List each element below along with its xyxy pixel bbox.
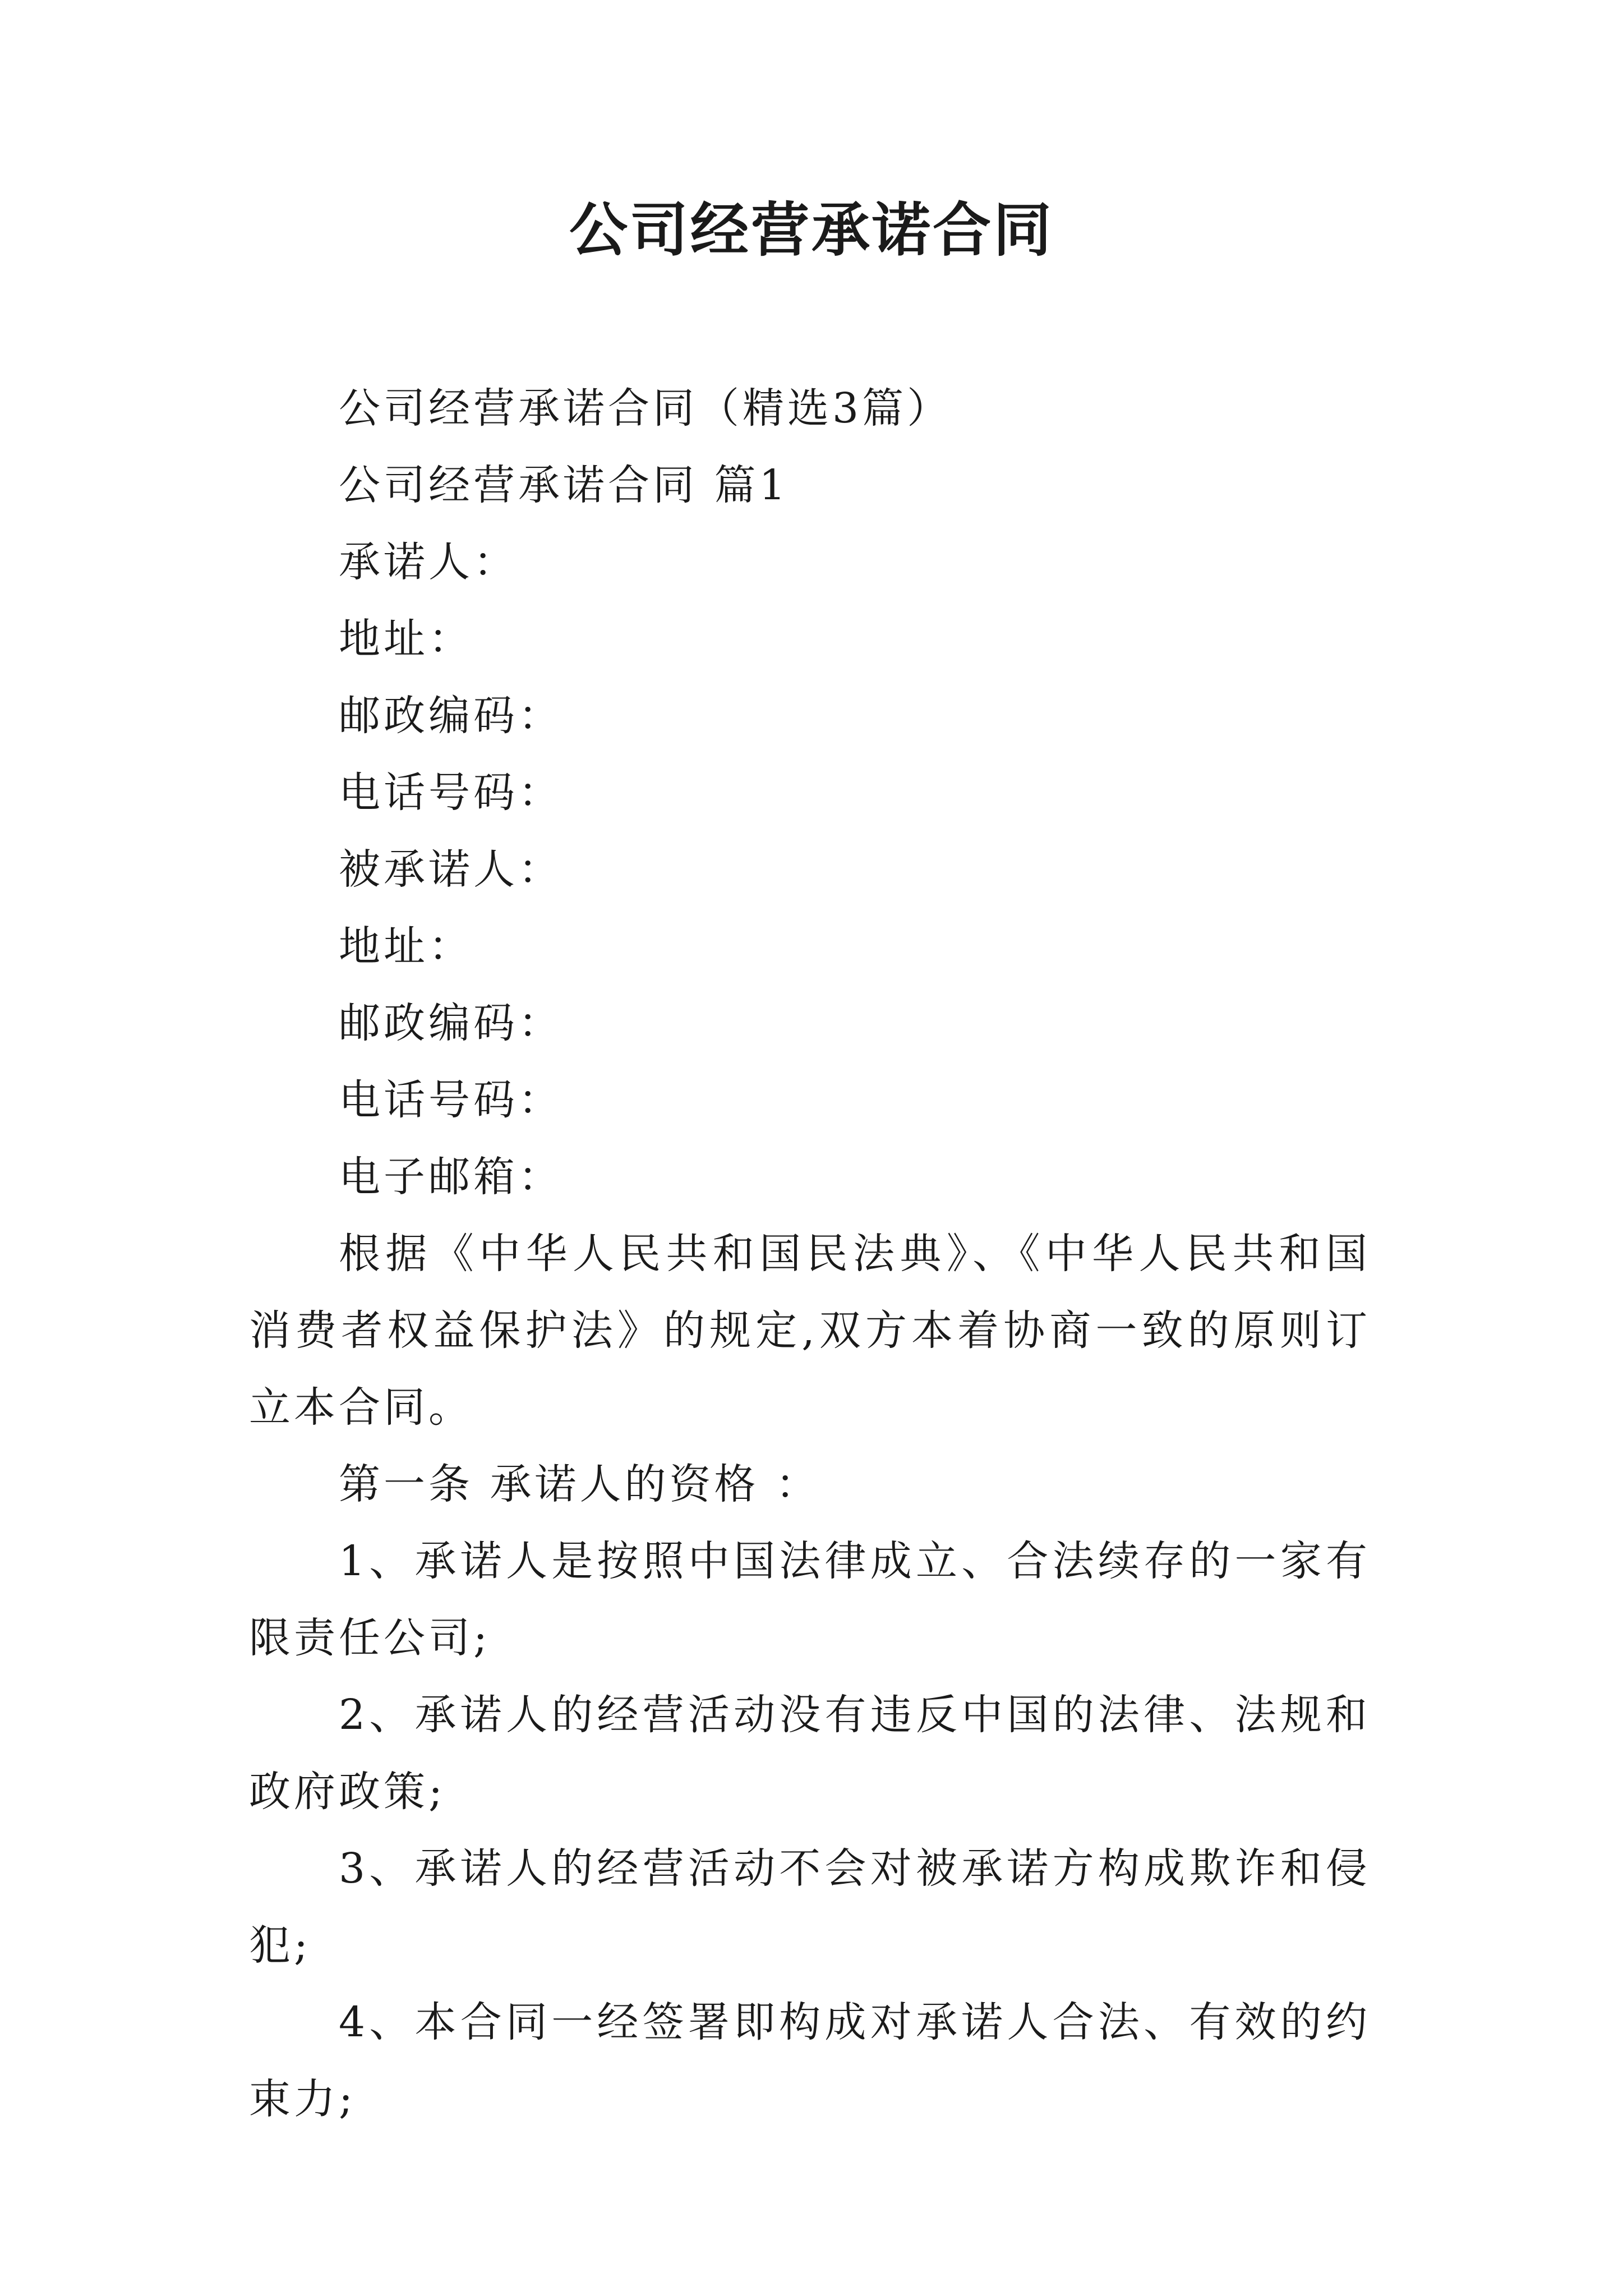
promisor-label: 承诺人： xyxy=(339,538,518,586)
promisor-postal-code-label: 邮政编码： xyxy=(339,692,563,740)
document-subtitle: 公司经营承诺合同（精选3篇） xyxy=(339,384,952,432)
promisee-phone-label: 电话号码： xyxy=(339,1076,563,1124)
promisor-phone-label: 电话号码： xyxy=(339,769,563,817)
article-1-item: 3、承诺人的经营活动不会对被承诺方构成欺诈和侵犯; xyxy=(249,1844,1371,1970)
intro-paragraph: 根据《中华人民共和国民法典》、《中华人民共和国消费者权益保护法》的规定,双方本着协商一致的原则订立本合同。 xyxy=(249,1230,1371,1432)
promisee-label: 被承诺人： xyxy=(339,845,563,894)
promisee-postal-code-label: 邮政编码： xyxy=(339,999,563,1047)
article-1-item: 1、承诺人是按照中国法律成立、合法续存的一家有限责任公司; xyxy=(249,1537,1371,1662)
document-body xyxy=(249,370,1371,2138)
promisee-email-label: 电子邮箱： xyxy=(339,1153,563,1201)
article-1-item: 4、本合同一经签署即构成对承诺人合法、有效的约束力; xyxy=(249,1998,1371,2123)
article-1-heading: 第一条 承诺人的资格 ： xyxy=(339,1460,821,1508)
section-heading: 公司经营承诺合同 篇1 xyxy=(339,461,789,509)
document-title: 公司经营承诺合同 xyxy=(569,195,1054,264)
promisor-address-label: 地址： xyxy=(339,615,473,663)
promisee-address-label: 地址： xyxy=(339,922,473,970)
article-1-item: 2、承诺人的经营活动没有违反中国的法律、法规和政府政策; xyxy=(249,1691,1371,1816)
